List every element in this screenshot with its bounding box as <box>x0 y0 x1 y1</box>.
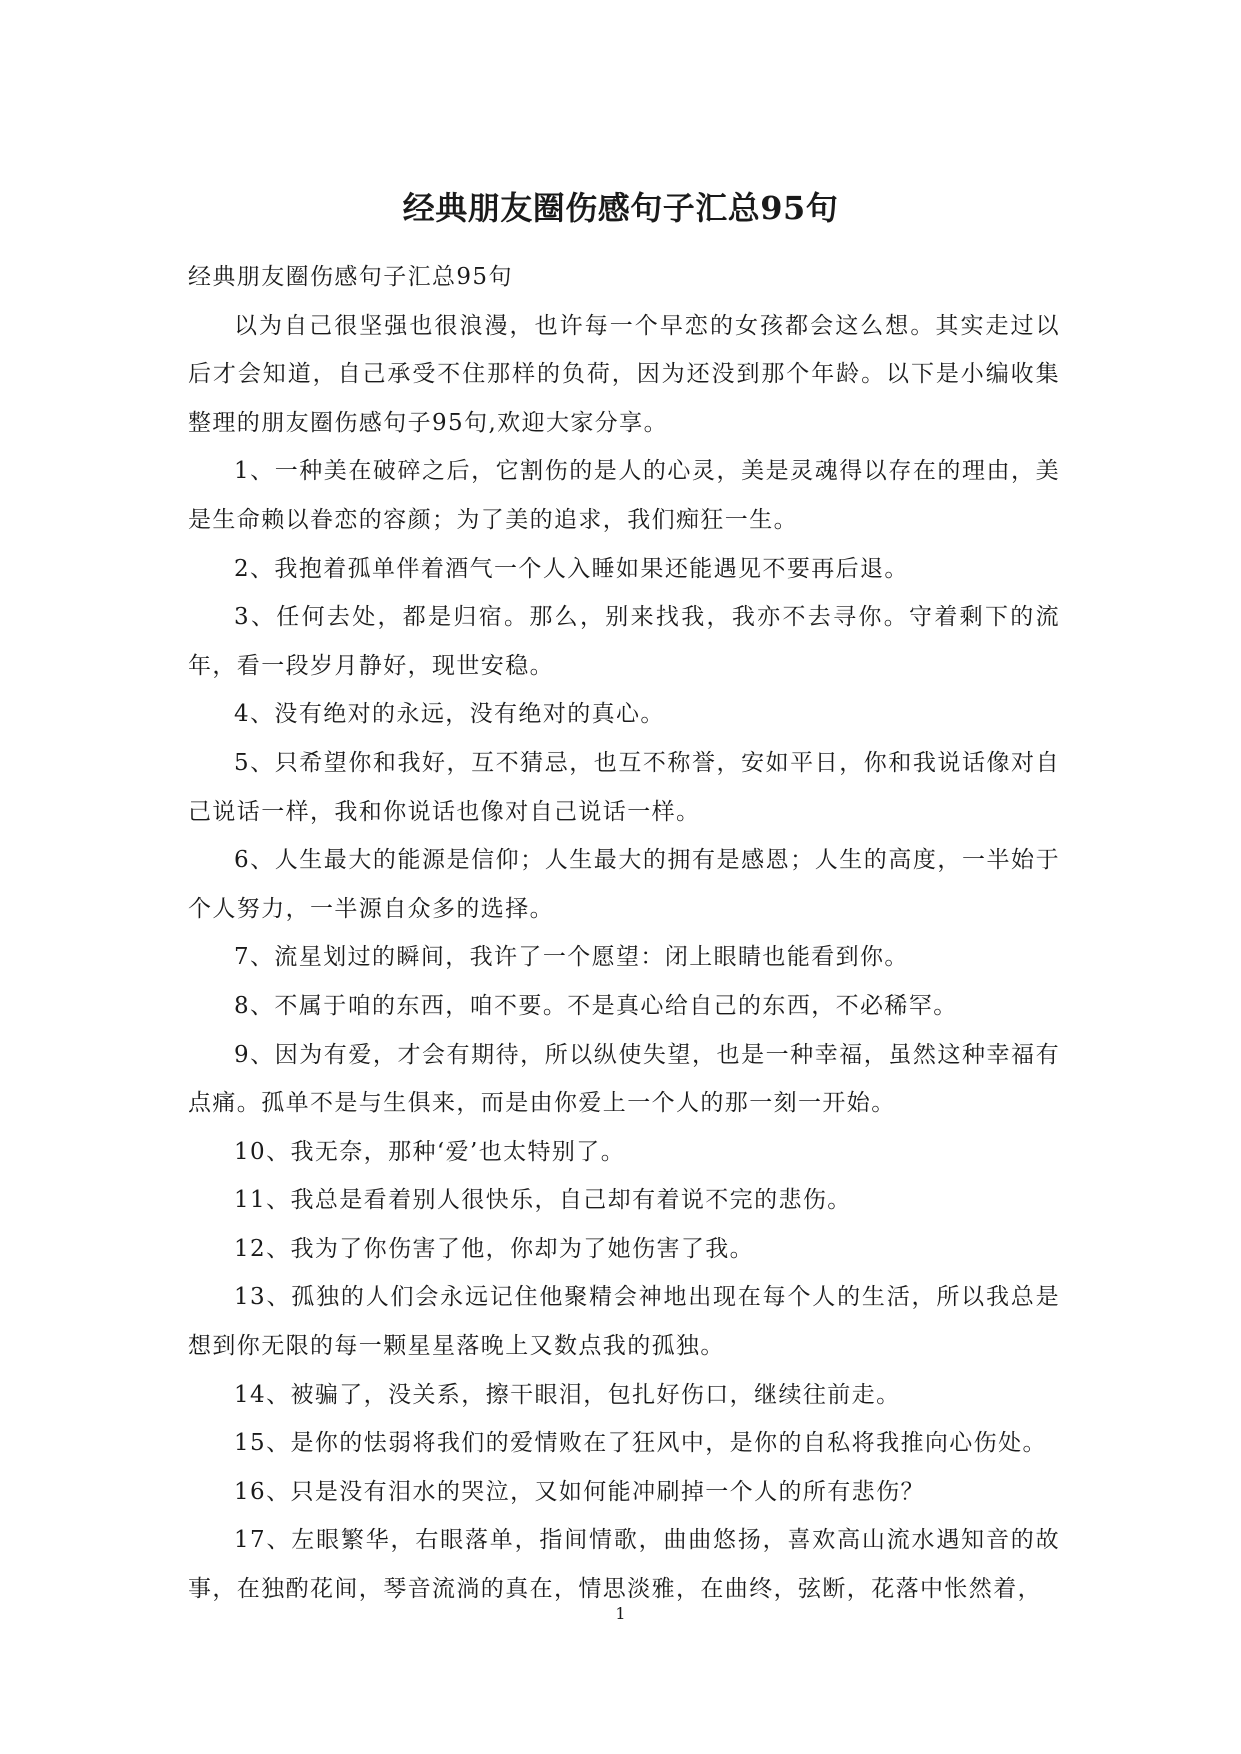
sentence-paragraph: 17、左眼繁华，右眼落单，指间情歌，曲曲悠扬，喜欢高山流水遇知音的故事，在独酌花间，琴音流淌的真在，情思淡雅，在曲终，弦断，花落中怅然着， <box>188 1527 1060 1603</box>
document-body <box>188 253 1060 1614</box>
page-number: 1 <box>615 1604 626 1623</box>
sentence-paragraph: 7、流星划过的瞬间，我许了一个愿望：闭上眼睛也能看到你。 <box>234 944 909 971</box>
sentence-paragraph: 5、只希望你和我好，互不猜忌，也互不称誉，安如平日，你和我说话像对自己说话一样，我和你说话也像对自己说话一样。 <box>188 749 1060 825</box>
sentence-paragraph: 13、孤独的人们会永远记住他聚精会神地出现在每个人的生活，所以我总是想到你无限的每一颗星星落晚上又数点我的孤独。 <box>188 1284 1060 1360</box>
sentence-paragraph: 8、不属于咱的东西，咱不要。不是真心给自己的东西，不必稀罕。 <box>234 992 958 1019</box>
intro-paragraph: 以为自己很坚强也很浪漫，也许每一个早恋的女孩都会这么想。其实走过以后才会知道，自己承受不住那样的负荷，因为还没到那个年龄。以下是小编收集整理的朋友圈伤感句子95句,欢迎大家分享。 <box>188 312 1060 436</box>
sentence-paragraph: 15、是你的怯弱将我们的爱情败在了狂风中，是你的自私将我推向心伤处。 <box>234 1430 1047 1457</box>
sentence-paragraph: 4、没有绝对的永远，没有绝对的真心。 <box>234 701 665 728</box>
sentence-paragraph: 16、只是没有泪水的哭泣，又如何能冲刷掉一个人的所有悲伤？ <box>234 1478 925 1505</box>
sentence-paragraph: 1、一种美在破碎之后，它割伤的是人的心灵，美是灵魂得以存在的理由，美是生命赖以眷恋的容颜；为了美的追求，我们痴狂一生。 <box>188 458 1060 533</box>
sentence-paragraph: 6、人生最大的能源是信仰；人生最大的拥有是感恩；人生的高度，一半始于个人努力，一半源自众多的选择。 <box>188 847 1060 922</box>
sentence-paragraph: 3、任何去处，都是归宿。那么，别来找我，我亦不去寻你。守着剩下的流年，看一段岁月静好，现世安稳。 <box>188 604 1060 679</box>
document-title: 经典朋友圈伤感句子汇总95句 <box>402 189 839 227</box>
sentence-paragraph: 2、我抱着孤单伴着酒气一个人入睡如果还能遇见不要再后退。 <box>234 555 909 582</box>
document-subtitle: 经典朋友圈伤感句子汇总95句 <box>188 264 513 290</box>
sentence-paragraph: 10、我无奈，那种‘爱’也太特别了。 <box>234 1138 626 1165</box>
sentence-paragraph: 9、因为有爱，才会有期待，所以纵使失望，也是一种幸福，虽然这种幸福有点痛。孤单不是与生俱来，而是由你爱上一个人的那一刻一开始。 <box>188 1041 1060 1117</box>
sentence-paragraph: 12、我为了你伤害了他，你却为了她伤害了我。 <box>234 1235 755 1262</box>
sentence-paragraph: 14、被骗了，没关系，擦干眼泪，包扎好伤口，继续往前走。 <box>234 1381 901 1408</box>
sentence-paragraph: 11、我总是看着别人很快乐，自己却有着说不完的悲伤。 <box>234 1187 852 1214</box>
